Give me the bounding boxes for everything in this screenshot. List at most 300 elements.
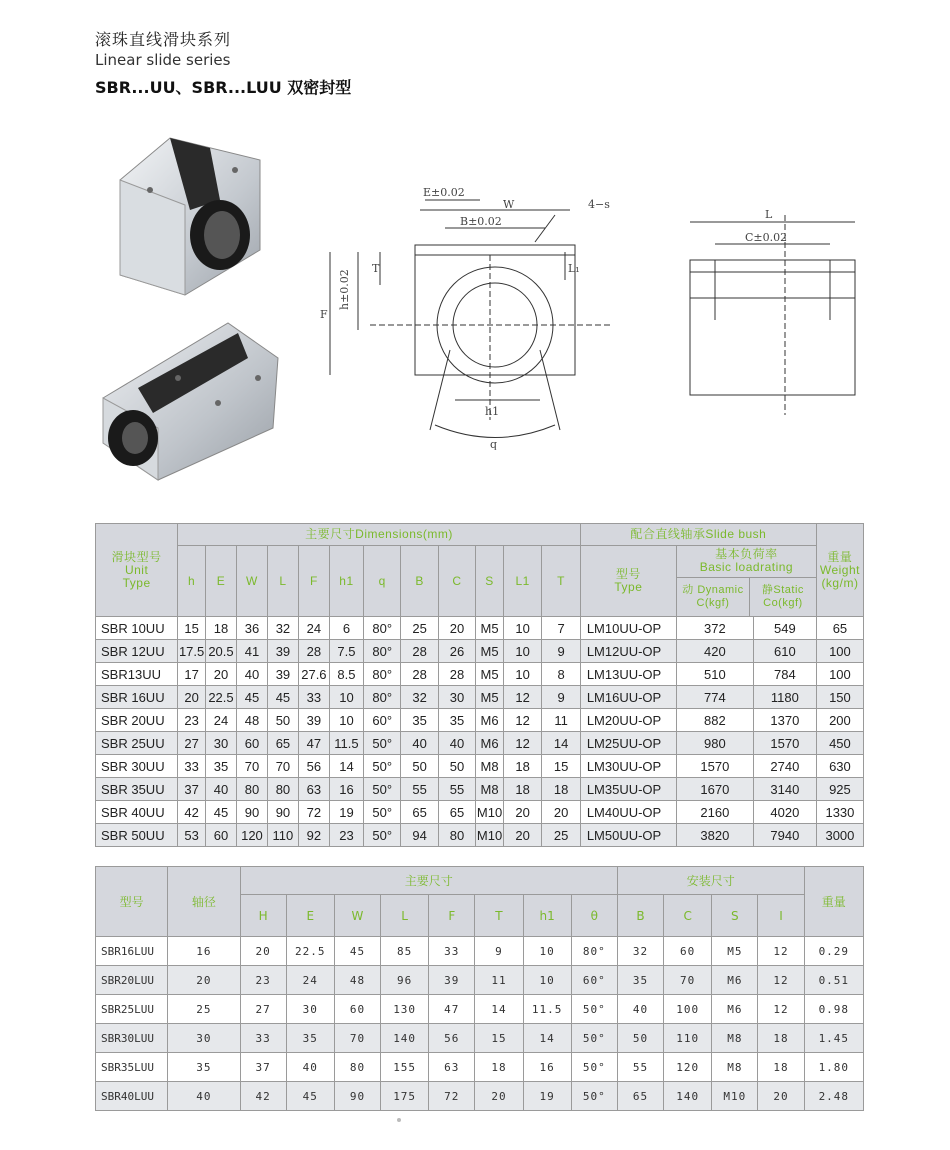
table-cell: 40	[286, 1053, 334, 1082]
table-cell: 18	[542, 778, 580, 801]
table-cell: M6	[476, 732, 504, 755]
table-cell: 30	[206, 732, 237, 755]
table-cell: 0.98	[804, 995, 863, 1024]
table-cell: 48	[236, 709, 267, 732]
title-chinese: 滚珠直线滑块系列	[95, 30, 232, 49]
table-cell: 175	[381, 1082, 429, 1111]
t2-col-header: h1	[523, 895, 571, 937]
table-cell: LM30UU-OP	[580, 755, 676, 778]
table-cell: 150	[816, 686, 863, 709]
table-cell: 50°	[364, 778, 401, 801]
table-cell: 40	[401, 732, 438, 755]
slide-bush-header: 配合直线轴承Slide bush	[580, 524, 816, 546]
table-cell: 925	[816, 778, 863, 801]
table-cell: 33	[429, 937, 475, 966]
table-cell: 20	[438, 617, 475, 640]
table-cell: 120	[236, 824, 267, 847]
unit-type-cn: 滑块型号	[111, 549, 162, 564]
table-cell: 63	[298, 778, 329, 801]
table-cell: 70	[664, 966, 712, 995]
table-cell: LM40UU-OP	[580, 801, 676, 824]
table-cell: 1180	[753, 686, 816, 709]
table-cell: 39	[429, 966, 475, 995]
table-cell: 20	[240, 937, 286, 966]
table-cell: 24	[206, 709, 237, 732]
t1-col-header: T	[542, 546, 580, 617]
table-cell: 100	[816, 640, 863, 663]
table-cell: 7.5	[329, 640, 363, 663]
table-cell: 70	[267, 755, 298, 778]
t2-col-header: T	[475, 895, 523, 937]
dim-b: B±0.02	[460, 215, 502, 228]
weight-unit: (kg/m)	[821, 575, 859, 590]
table-cell: 8	[542, 663, 580, 686]
table-cell: M5	[476, 663, 504, 686]
table-cell: SBR 12UU	[96, 640, 178, 663]
table-cell: 56	[429, 1024, 475, 1053]
table-cell: 15	[475, 1024, 523, 1053]
dynamic-label: 动 Dynamic	[682, 584, 744, 596]
table-cell: 12	[758, 995, 804, 1024]
luu-weight-header: 重量	[804, 867, 863, 937]
table-cell: 55	[401, 778, 438, 801]
table-cell: 3140	[753, 778, 816, 801]
table-cell: 28	[438, 663, 475, 686]
table-cell: 23	[178, 709, 206, 732]
table-cell: 200	[816, 709, 863, 732]
table-cell: 32	[617, 937, 663, 966]
table-cell: SBR 16UU	[96, 686, 178, 709]
table-cell: SBR30LUU	[96, 1024, 168, 1053]
table-cell: 85	[381, 937, 429, 966]
table-cell: 9	[542, 686, 580, 709]
type-cn: 型号	[615, 567, 641, 581]
table-cell: 18	[503, 778, 541, 801]
static-unit: Co(kgf)	[763, 597, 803, 609]
table-cell: 24	[286, 966, 334, 995]
table-cell: 47	[429, 995, 475, 1024]
table-row	[96, 1053, 864, 1082]
table-cell: 50	[401, 755, 438, 778]
dim-f: F	[320, 308, 328, 321]
table-cell: 90	[267, 801, 298, 824]
table-cell: 980	[676, 732, 753, 755]
table-cell: SBR 25UU	[96, 732, 178, 755]
table-cell: 1670	[676, 778, 753, 801]
table-cell: 80	[438, 824, 475, 847]
table-cell: SBR 50UU	[96, 824, 178, 847]
table-cell: 65	[267, 732, 298, 755]
table-cell: 140	[664, 1082, 712, 1111]
table-cell: 774	[676, 686, 753, 709]
table-cell: 37	[178, 778, 206, 801]
table-cell: 40	[438, 732, 475, 755]
table-cell: 630	[816, 755, 863, 778]
table-cell: 50°	[571, 995, 617, 1024]
series-subtitle: SBR...UU、SBR...LUU 双密封型	[95, 78, 352, 97]
t1-col-header: L1	[503, 546, 541, 617]
table-cell: 33	[240, 1024, 286, 1053]
table-cell: 1570	[676, 755, 753, 778]
table-cell: 16	[168, 937, 240, 966]
t2-col-header: C	[664, 895, 712, 937]
table-cell: 16	[329, 778, 363, 801]
table-cell: 510	[676, 663, 753, 686]
table-cell: 35	[401, 709, 438, 732]
table-row	[96, 640, 864, 663]
table-cell: M8	[712, 1024, 758, 1053]
table-cell: 35	[206, 755, 237, 778]
table-cell: 47	[298, 732, 329, 755]
table-cell: 50	[617, 1024, 663, 1053]
table-cell: 18	[503, 755, 541, 778]
table-cell: M5	[712, 937, 758, 966]
table-row	[96, 966, 864, 995]
t2-col-header: B	[617, 895, 663, 937]
shaft-header: 轴径	[168, 867, 240, 937]
table-cell: 50°	[364, 824, 401, 847]
table-cell: 30	[286, 995, 334, 1024]
table-cell: 45	[267, 686, 298, 709]
table-cell: 50	[438, 755, 475, 778]
table-cell: 27.6	[298, 663, 329, 686]
table-cell: 28	[401, 640, 438, 663]
table-cell: 28	[298, 640, 329, 663]
product-photo-top	[110, 130, 270, 300]
table-cell: 27	[178, 732, 206, 755]
table-cell: 6	[329, 617, 363, 640]
table-cell: 15	[542, 755, 580, 778]
table-cell: M8	[476, 778, 504, 801]
table-cell: 110	[267, 824, 298, 847]
table-cell: LM20UU-OP	[580, 709, 676, 732]
t2-col-header: W	[334, 895, 380, 937]
table-cell: SBR16LUU	[96, 937, 168, 966]
t1-col-header: S	[476, 546, 504, 617]
table-cell: 4020	[753, 801, 816, 824]
table-cell: 20	[503, 824, 541, 847]
table-cell: 72	[298, 801, 329, 824]
table-row	[96, 1024, 864, 1053]
table-row	[96, 686, 864, 709]
table-cell: 100	[816, 663, 863, 686]
table-cell: SBR 10UU	[96, 617, 178, 640]
table-cell: M8	[712, 1053, 758, 1082]
table-cell: M10	[712, 1082, 758, 1111]
table-cell: 14	[542, 732, 580, 755]
table-cell: 40	[168, 1082, 240, 1111]
table-row	[96, 937, 864, 966]
table-cell: 92	[298, 824, 329, 847]
t2-col-header: H	[240, 895, 286, 937]
table-cell: 80°	[364, 663, 401, 686]
table-cell: 90	[334, 1082, 380, 1111]
dim-c: C±0.02	[745, 231, 788, 244]
table-cell: 72	[429, 1082, 475, 1111]
table-cell: 65	[816, 617, 863, 640]
table-cell: 130	[381, 995, 429, 1024]
table-cell: 10	[503, 663, 541, 686]
table-cell: 26	[438, 640, 475, 663]
table-cell: 420	[676, 640, 753, 663]
table-cell: 15	[178, 617, 206, 640]
product-photo-bottom	[98, 318, 280, 483]
table-row	[96, 755, 864, 778]
table-cell: 70	[236, 755, 267, 778]
table-cell: 60°	[364, 709, 401, 732]
table-cell: 53	[178, 824, 206, 847]
table-cell: 9	[475, 937, 523, 966]
luu-spec-table	[95, 866, 864, 1111]
table-cell: 12	[503, 709, 541, 732]
table-cell: 120	[664, 1053, 712, 1082]
title-english: Linear slide series	[95, 51, 231, 69]
table-cell: 10	[329, 686, 363, 709]
t2-col-header: E	[286, 895, 334, 937]
table-cell: 12	[758, 937, 804, 966]
table-cell: 39	[267, 640, 298, 663]
table-cell: 50	[267, 709, 298, 732]
uu-spec-table	[95, 523, 864, 847]
table-cell: 50°	[571, 1053, 617, 1082]
table-cell: 7	[542, 617, 580, 640]
table-cell: 40	[236, 663, 267, 686]
table-row	[96, 663, 864, 686]
table-cell: 2740	[753, 755, 816, 778]
table-cell: 80°	[364, 686, 401, 709]
table-cell: 20	[206, 663, 237, 686]
table-cell: 25	[401, 617, 438, 640]
table-cell: 20	[503, 801, 541, 824]
table-cell: 94	[401, 824, 438, 847]
table-cell: 16	[523, 1053, 571, 1082]
table-cell: 65	[438, 801, 475, 824]
t1-col-header: W	[236, 546, 267, 617]
table-cell: 50°	[571, 1082, 617, 1111]
table-cell: 10	[503, 617, 541, 640]
table-row	[96, 995, 864, 1024]
table-row	[96, 778, 864, 801]
table-cell: 35	[168, 1053, 240, 1082]
table-cell: 50°	[364, 801, 401, 824]
dim-h1: h1	[485, 405, 500, 418]
table-cell: LM35UU-OP	[580, 778, 676, 801]
table-cell: 20	[178, 686, 206, 709]
table-row	[96, 801, 864, 824]
dim-q: q	[490, 438, 498, 450]
static-label: 静Static	[761, 584, 804, 596]
table-cell: 50°	[364, 755, 401, 778]
table-cell: 0.51	[804, 966, 863, 995]
table-cell: 96	[381, 966, 429, 995]
table-cell: 65	[617, 1082, 663, 1111]
table-cell: 372	[676, 617, 753, 640]
table-cell: LM10UU-OP	[580, 617, 676, 640]
table-cell: 19	[523, 1082, 571, 1111]
table-cell: 35	[617, 966, 663, 995]
table-cell: 60	[334, 995, 380, 1024]
front-view-drawing	[310, 180, 620, 450]
t2-col-header: F	[429, 895, 475, 937]
table-cell: 45	[286, 1082, 334, 1111]
model-header: 型号	[96, 867, 168, 937]
table-cell: 3000	[816, 824, 863, 847]
table-cell: M5	[476, 686, 504, 709]
table-cell: SBR 40UU	[96, 801, 178, 824]
table-cell: 60	[664, 937, 712, 966]
table-cell: M5	[476, 617, 504, 640]
table-cell: 1.45	[804, 1024, 863, 1053]
table-cell: 28	[401, 663, 438, 686]
table-cell: 7940	[753, 824, 816, 847]
table-cell: M6	[712, 995, 758, 1024]
table-cell: 30	[168, 1024, 240, 1053]
basic-load-en: Basic loadrating	[699, 560, 794, 574]
table-cell: 12	[503, 686, 541, 709]
weight-en: Weight	[819, 562, 860, 577]
t1-col-header: E	[206, 546, 237, 617]
table-cell: 22.5	[206, 686, 237, 709]
unit-type-en1: Unit	[124, 562, 149, 577]
table-row	[96, 709, 864, 732]
table-cell: 10	[523, 966, 571, 995]
table-row	[96, 824, 864, 847]
table-cell: 155	[381, 1053, 429, 1082]
table-cell: SBR 30UU	[96, 755, 178, 778]
table-row	[96, 732, 864, 755]
table-cell: 10	[523, 937, 571, 966]
table-cell: 1.80	[804, 1053, 863, 1082]
table-cell: 60	[206, 824, 237, 847]
table-cell: 30	[438, 686, 475, 709]
table-cell: SBR25LUU	[96, 995, 168, 1024]
table-cell: 3820	[676, 824, 753, 847]
table-cell: 11	[475, 966, 523, 995]
table-cell: 48	[334, 966, 380, 995]
table-cell: 45	[334, 937, 380, 966]
table-cell: 17.5	[178, 640, 206, 663]
dim-s: 4−s	[588, 198, 610, 211]
table-cell: 23	[329, 824, 363, 847]
table-cell: 80	[236, 778, 267, 801]
t1-col-header: B	[401, 546, 438, 617]
table-cell: 65	[401, 801, 438, 824]
table-cell: 63	[429, 1053, 475, 1082]
table-cell: 80	[267, 778, 298, 801]
table-cell: 39	[298, 709, 329, 732]
table-cell: 39	[267, 663, 298, 686]
table-cell: 41	[236, 640, 267, 663]
table-cell: 14	[475, 995, 523, 1024]
table-cell: 90	[236, 801, 267, 824]
table-cell: 56	[298, 755, 329, 778]
table-cell: LM16UU-OP	[580, 686, 676, 709]
table-cell: SBR 20UU	[96, 709, 178, 732]
table-cell: LM50UU-OP	[580, 824, 676, 847]
table-cell: 18	[206, 617, 237, 640]
table-cell: M6	[712, 966, 758, 995]
t2-col-header: L	[381, 895, 429, 937]
dim-t: T	[372, 262, 380, 275]
table-cell: 100	[664, 995, 712, 1024]
table-cell: 14	[329, 755, 363, 778]
table-cell: 0.29	[804, 937, 863, 966]
table-cell: 10	[503, 640, 541, 663]
table-cell: 20	[475, 1082, 523, 1111]
table-cell: 11.5	[523, 995, 571, 1024]
table-row	[96, 617, 864, 640]
table-cell: LM12UU-OP	[580, 640, 676, 663]
table-cell: 50°	[571, 1024, 617, 1053]
table-cell: 12	[758, 966, 804, 995]
t2-col-header: θ	[571, 895, 617, 937]
table-cell: SBR40LUU	[96, 1082, 168, 1111]
table-cell: 24	[298, 617, 329, 640]
side-view-drawing	[680, 200, 870, 420]
table-cell: 549	[753, 617, 816, 640]
dim-e: E±0.02	[423, 186, 465, 199]
table-cell: M10	[476, 824, 504, 847]
table-cell: 11.5	[329, 732, 363, 755]
weight-cn: 重量	[827, 549, 853, 564]
type-en: Type	[614, 580, 643, 594]
table-cell: 35	[438, 709, 475, 732]
t1-col-header: q	[364, 546, 401, 617]
table-cell: 80°	[571, 937, 617, 966]
table-cell: 11	[542, 709, 580, 732]
unit-type-en2: Type	[122, 575, 151, 590]
table-cell: 60	[236, 732, 267, 755]
table-cell: 25	[542, 824, 580, 847]
table-cell: 37	[240, 1053, 286, 1082]
table-cell: LM13UU-OP	[580, 663, 676, 686]
table-cell: 8.5	[329, 663, 363, 686]
dim-l: L	[765, 208, 773, 221]
dim-h: h±0.02	[338, 269, 351, 310]
table-cell: M6	[476, 709, 504, 732]
table-cell: 14	[523, 1024, 571, 1053]
table-cell: 40	[617, 995, 663, 1024]
table-cell: 20	[542, 801, 580, 824]
table-cell: 1370	[753, 709, 816, 732]
table-cell: 60°	[571, 966, 617, 995]
dim-l1: L₁	[568, 262, 580, 275]
table-cell: 1330	[816, 801, 863, 824]
table-cell: 42	[178, 801, 206, 824]
table-cell: 50°	[364, 732, 401, 755]
dynamic-unit: C(kgf)	[696, 597, 730, 609]
table-cell: 33	[298, 686, 329, 709]
table-cell: M5	[476, 640, 504, 663]
t1-col-header: h1	[329, 546, 363, 617]
table-cell: 784	[753, 663, 816, 686]
weight-header	[816, 524, 863, 617]
table-cell: SBR35LUU	[96, 1053, 168, 1082]
table-cell: 18	[758, 1024, 804, 1053]
dim-w: W	[503, 198, 515, 211]
table-cell: 45	[236, 686, 267, 709]
table-cell: 32	[401, 686, 438, 709]
table-cell: 1570	[753, 732, 816, 755]
table-cell: 450	[816, 732, 863, 755]
table-cell: 10	[329, 709, 363, 732]
table-cell: 17	[178, 663, 206, 686]
table-cell: 22.5	[286, 937, 334, 966]
table-cell: 33	[178, 755, 206, 778]
t2-col-header: I	[758, 895, 804, 937]
bush-type-header	[580, 546, 676, 617]
table-cell: 70	[334, 1024, 380, 1053]
